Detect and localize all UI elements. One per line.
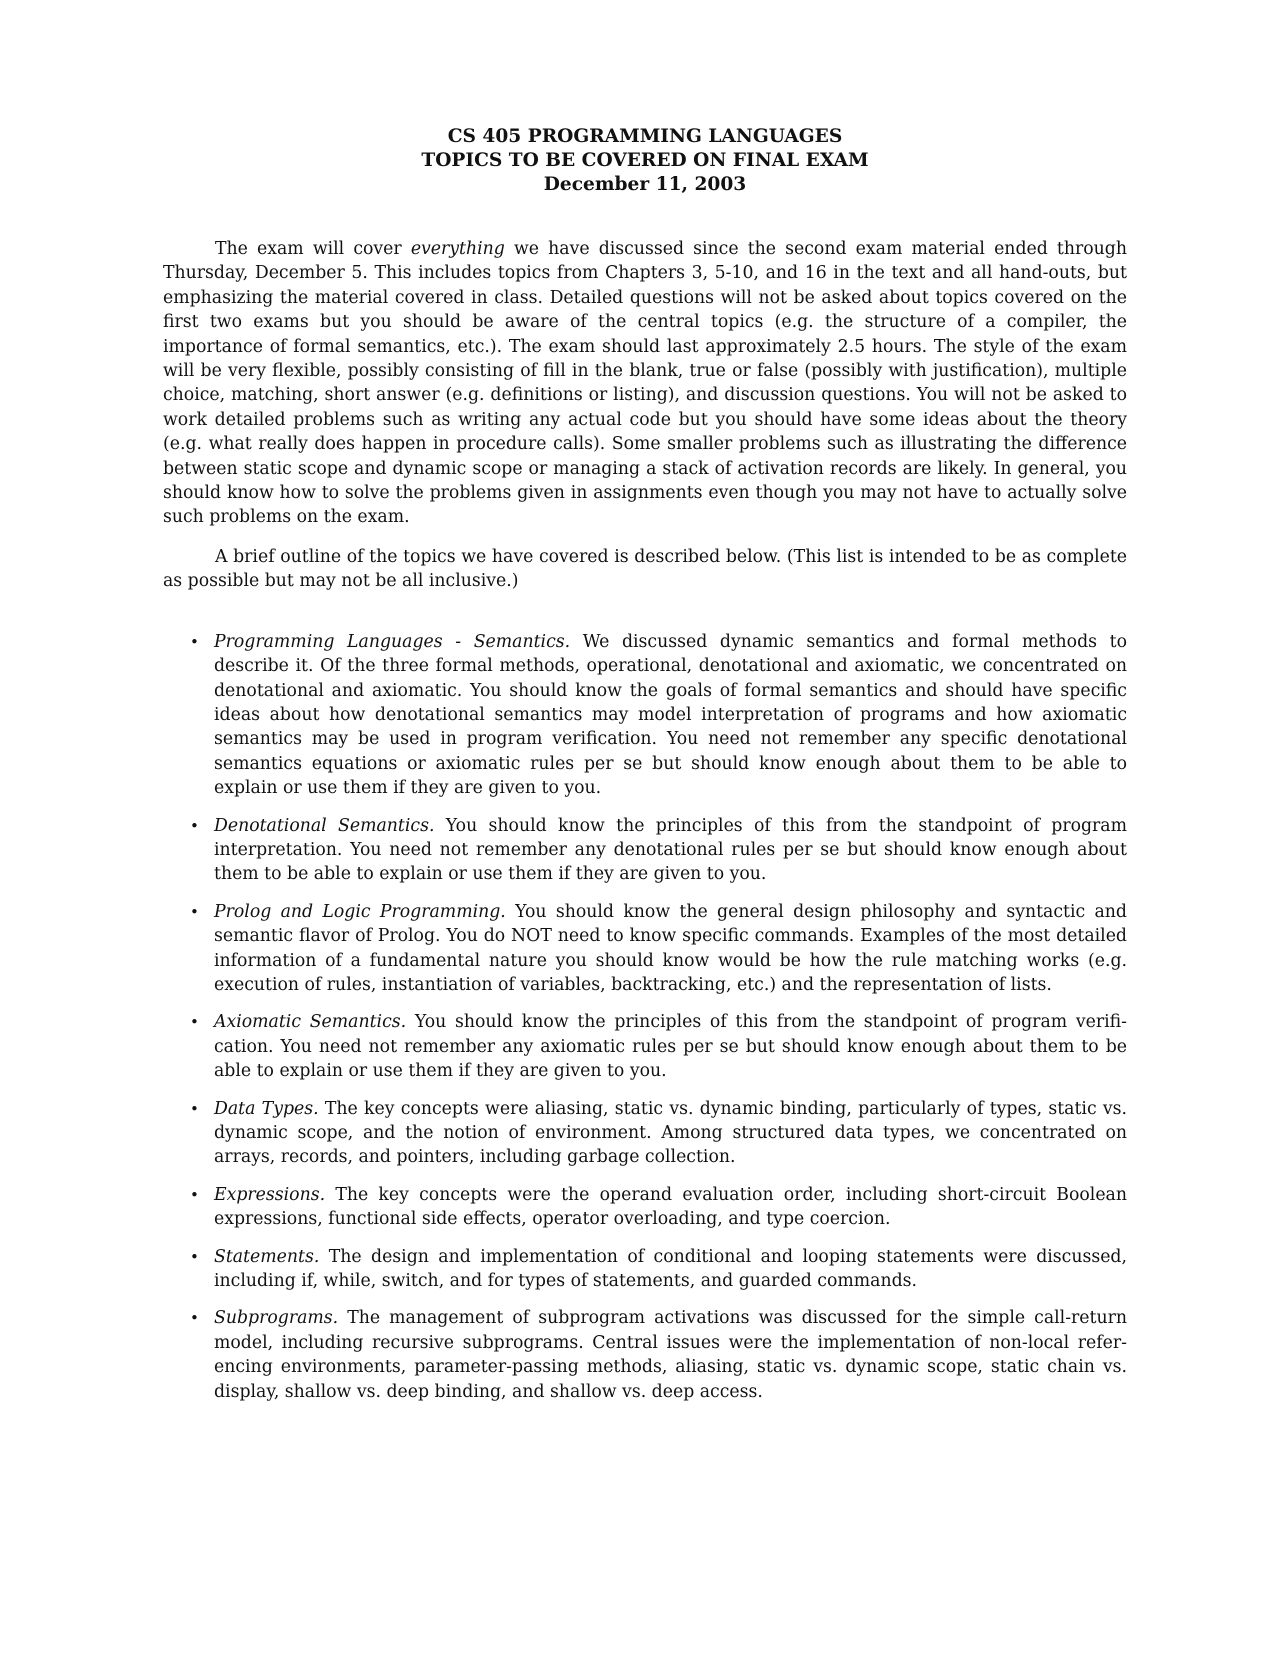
bullet-icon: • bbox=[190, 902, 199, 921]
course-title: CS 405 PROGRAMMING LANGUAGES bbox=[447, 126, 843, 147]
bullet-icon: • bbox=[190, 1185, 199, 1204]
topic-description: The key concepts were aliasing, static vs. dynamic binding, particularly of types, static vs. dynamic scope, and the notion of environment. Among structured data types, we concentrated on arrays, records, and pointers, including garbage collection. bbox=[214, 1098, 1128, 1168]
topic-name: Programming Languages - Semantics. bbox=[214, 631, 571, 652]
document-date: December 11, 2003 bbox=[543, 174, 747, 195]
emphasis-everything: everything bbox=[410, 239, 505, 259]
document-header bbox=[163, 125, 1127, 197]
topic-name: Prolog and Logic Programming. bbox=[214, 901, 506, 922]
topic-name: Statements. bbox=[214, 1246, 320, 1267]
topic-description: You should know the principles of this from the standpoint of program verification. You need not remember any axiomatic rules per se but should know enough about them to be able to explain or use them if they are given to you. bbox=[214, 1012, 1127, 1082]
list-item bbox=[163, 814, 1127, 887]
list-item bbox=[163, 900, 1127, 998]
topic-description: You should know the principles of this from the standpoint of program interpretation. You need not remember any denotational rules per se but should know enough about them to be able to explain or use them if they are given to you. bbox=[214, 815, 1127, 885]
topic-description: The key concepts were the operand evaluation order, including short-circuit Boolean expressions, functional side effects, operator overloading, and type coercion. bbox=[214, 1184, 1127, 1230]
list-item bbox=[163, 1097, 1127, 1170]
topic-description: The management of subprogram activations was discussed for the simple call-return model, including recursive subprograms. Central issues were the implementation of non-local referencing environments, parameter-passing methods, aliasing, static vs. dynamic scope, static chain vs. display, shallow vs. deep binding, and shallow vs. deep access. bbox=[214, 1308, 1127, 1402]
topic-description: The design and implementation of conditional and looping statements were discussed, including if, while, switch, and for types of statements, and guarded commands. bbox=[214, 1246, 1127, 1292]
bullet-icon: • bbox=[190, 816, 199, 835]
topic-name: Expressions. bbox=[214, 1184, 326, 1205]
topic-name: Axiomatic Semantics. bbox=[214, 1012, 407, 1033]
outline-intro-paragraph: A brief outline of the topics we have covered is described below. (This list is intended to be as complete as possible but may not be all inclusive.) bbox=[163, 546, 1127, 592]
bullet-icon: • bbox=[190, 1013, 199, 1032]
intro-paragraph: The exam will cover everything we have discussed since the second exam material ended through Thursday, December 5. This includes topics from Chapters 3, 5-10, and 16 in the text and all hand-outs, but emphasizing the material covered in class. Detailed questions will not be asked about topics covered on the first two exams but you should be aware of the central topics (e.g. the structure of a compiler, the importance of formal semantics, etc.). The exam should last approximately 2.5 hours. The style of the exam will be very flexible, possibly consisting of fill in the blank, true or false (possibly with justification), multiple choice, matching, short answer (e.g. definitions or listing), and discussion questions. You will not be asked to work detailed problems such as writing any actual code but you should have some ideas about the theory (e.g. what really does happen in procedure calls). Some smaller problems such as illustrating the difference between static scope and dynamic scope or managing a stack of activation records are likely. In general, you should know how to solve the problems given in assignments even though you may not have to actually solve such problems on the exam. bbox=[163, 239, 1127, 528]
bullet-icon: • bbox=[190, 632, 199, 651]
list-item bbox=[163, 1245, 1127, 1294]
bullet-icon: • bbox=[190, 1309, 199, 1328]
topic-description: We discussed dynamic semantics and formal methods to describe it. Of the three formal methods, operational, denotational and axiomatic, we concentrated on denotational and axiomatic. You should know the goals of formal semantics and should have specific ideas about how denotational semantics may model interpretation of programs and how axiomatic semantics may be used in program verification. You need not remember any specific denotational semantics equations or axiomatic rules per se but should know enough about them to be able to explain or use them if they are given to you. bbox=[214, 631, 1127, 799]
document-title: TOPICS TO BE COVERED ON FINAL EXAM bbox=[421, 150, 869, 171]
bullet-icon: • bbox=[190, 1099, 199, 1118]
topic-name: Data Types. bbox=[214, 1098, 319, 1119]
document-page bbox=[163, 125, 1127, 1417]
list-item bbox=[163, 1183, 1127, 1232]
bullet-icon: • bbox=[190, 1247, 199, 1266]
list-item bbox=[163, 1010, 1127, 1083]
list-item bbox=[163, 1306, 1127, 1404]
topic-list bbox=[163, 630, 1127, 1404]
topic-name: Subprograms. bbox=[214, 1308, 339, 1329]
list-item bbox=[163, 630, 1127, 801]
topic-description: You should know the general design philosophy and syntactic and semantic flavor of Prolog. You do NOT need to know specific commands. Examples of the most detailed information of a fundamental nature you should know would be how the rule matching works (e.g. execution of rules, instantiation of variables, backtracking, etc.) and the representation of lists. bbox=[214, 901, 1127, 995]
topic-name: Denotational Semantics. bbox=[214, 815, 435, 836]
